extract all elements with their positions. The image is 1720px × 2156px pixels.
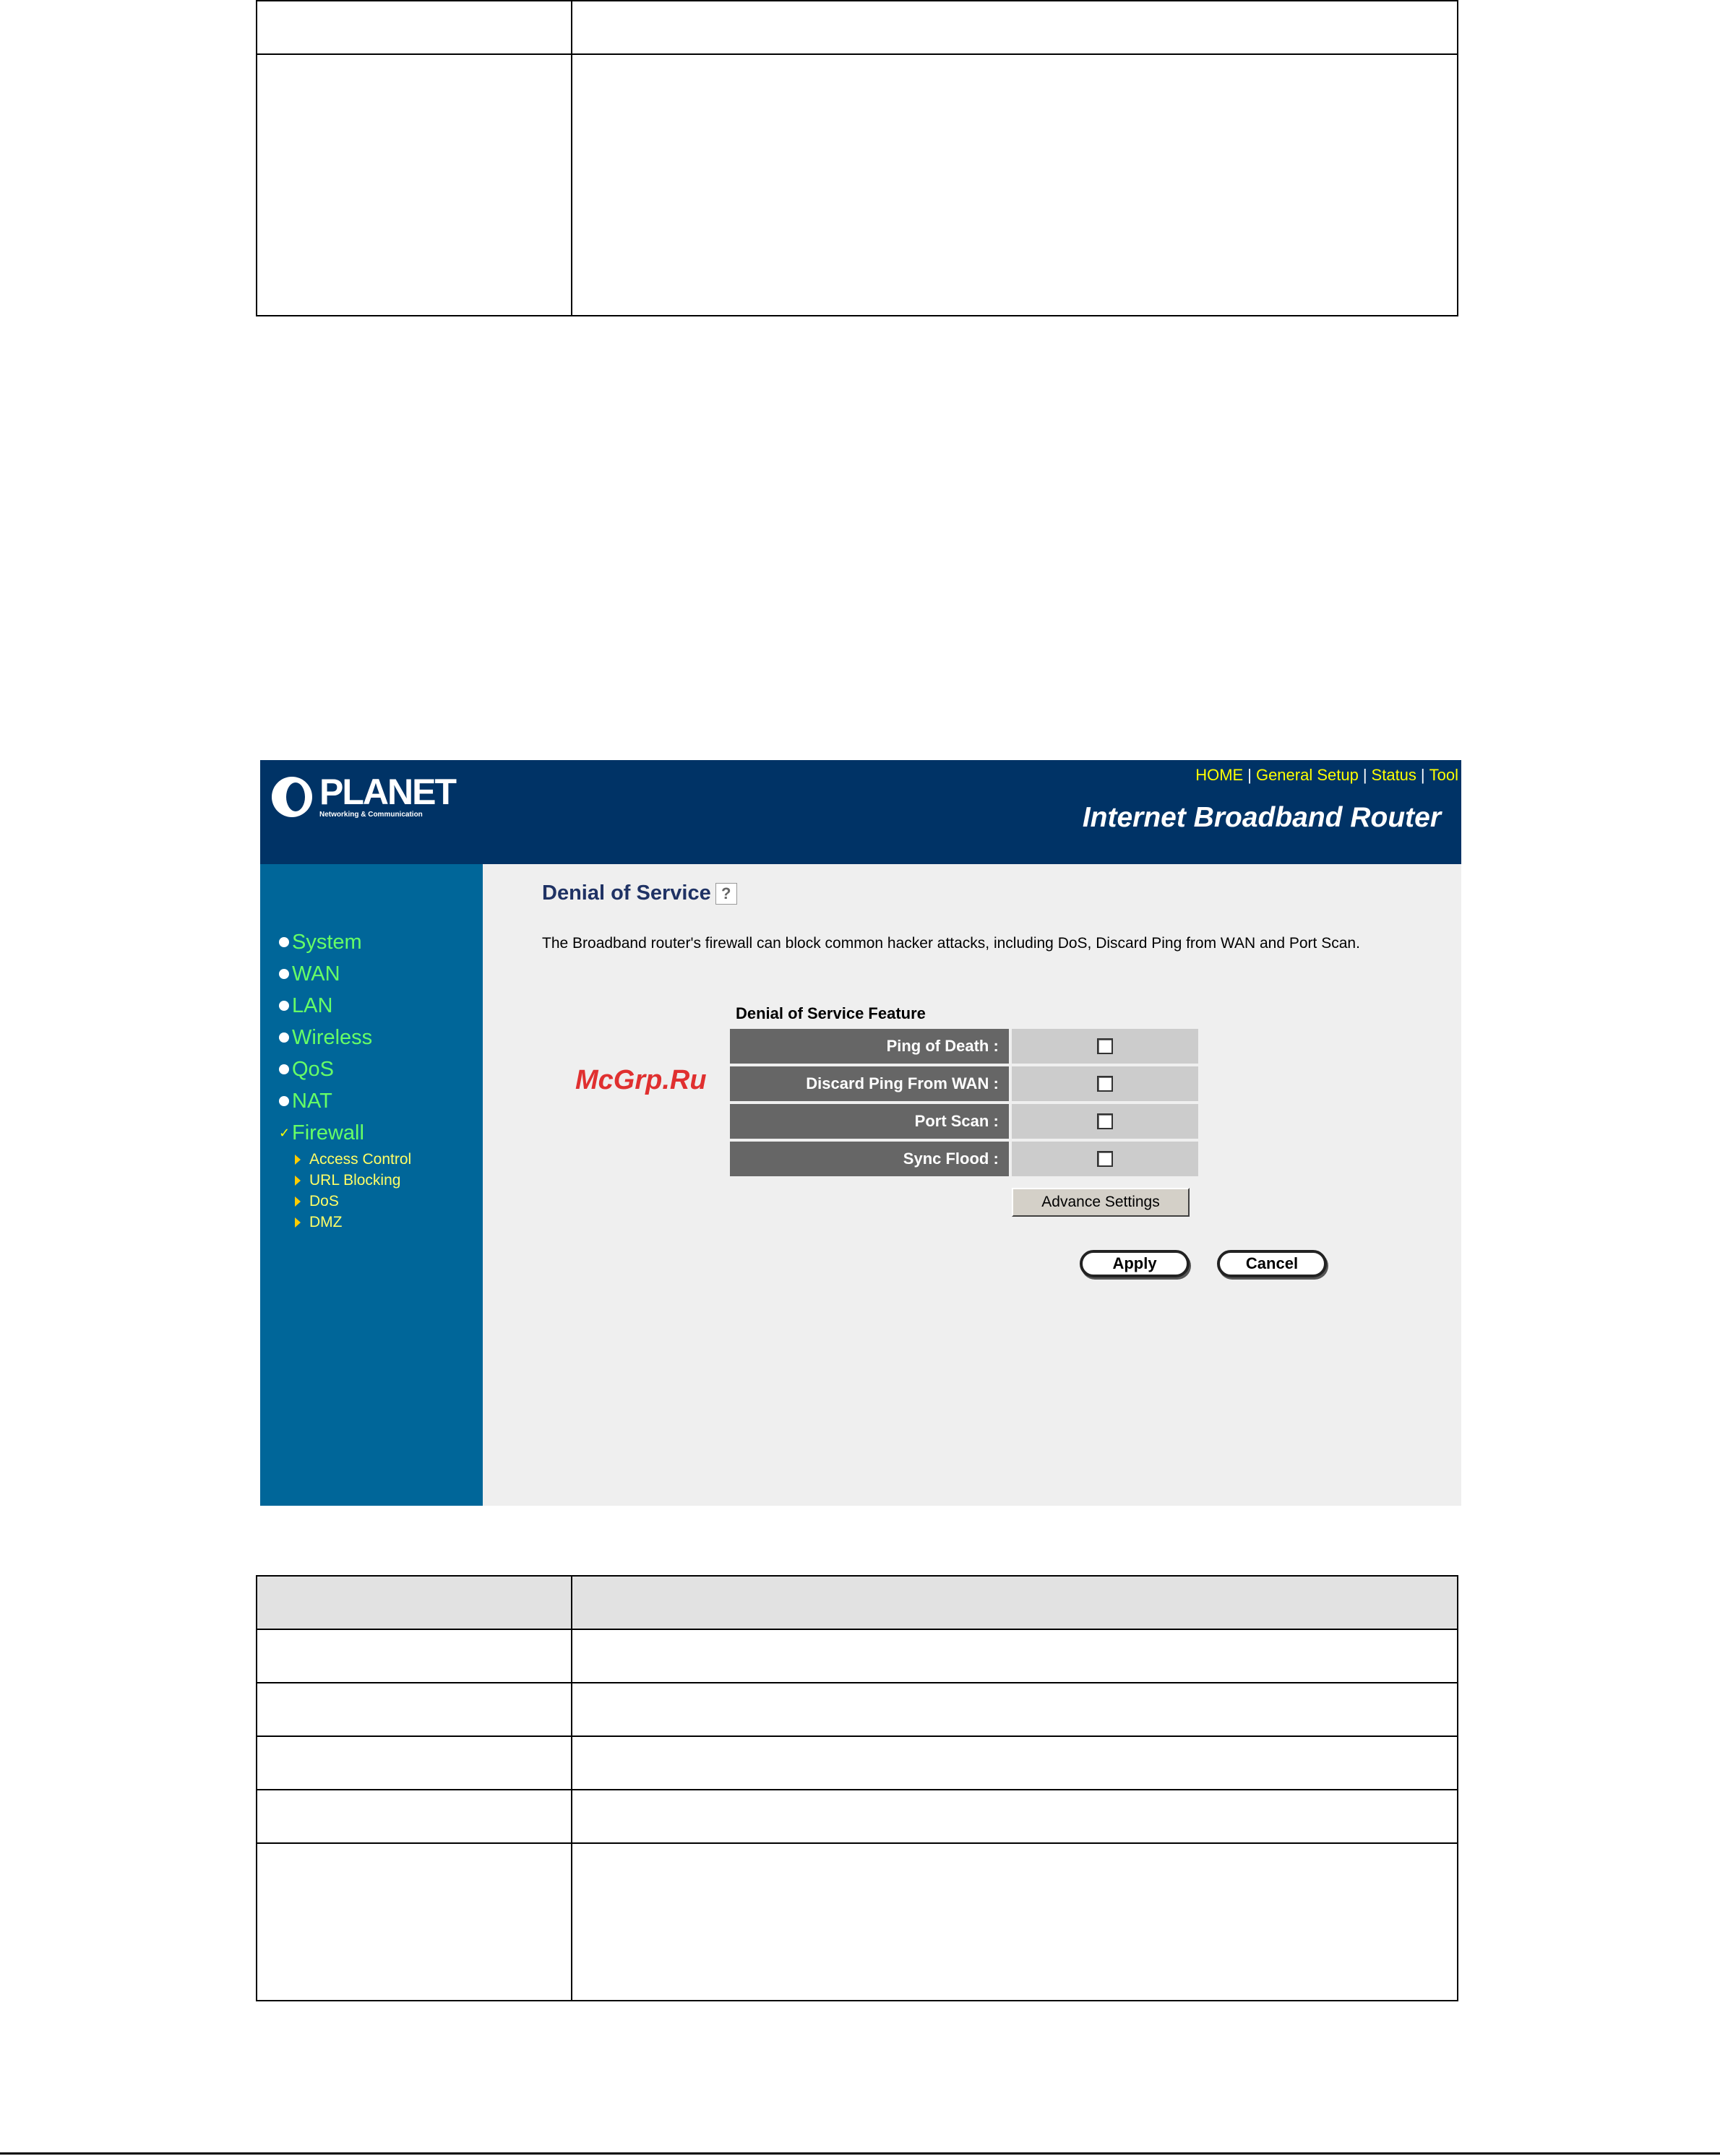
nav-status-link[interactable]: Status [1371, 766, 1416, 784]
header-bar [260, 760, 1461, 864]
brand-tagline: Networking & Communication [319, 811, 423, 819]
feature-section-title: Denial of Service Feature [736, 1004, 926, 1022]
ping-of-death-checkbox[interactable] [1097, 1038, 1113, 1054]
sidebar-item-wan[interactable]: WAN [279, 958, 411, 990]
submenu-item-dos[interactable]: DoS [295, 1191, 411, 1212]
sidebar-item-qos[interactable]: QoS [279, 1053, 411, 1085]
help-icon[interactable]: ? [715, 883, 737, 905]
checkmark-icon: ✓ [279, 1126, 291, 1140]
sidebar-item-lan[interactable]: LAN [279, 990, 411, 1022]
sidebar-item-system[interactable]: System [279, 926, 411, 958]
arrow-right-icon [295, 1155, 301, 1165]
arrow-right-icon [295, 1176, 301, 1186]
page-title: Denial of Service ? [542, 881, 737, 905]
product-title: Internet Broadband Router [1082, 802, 1441, 833]
advance-settings-button[interactable]: Advance Settings [1012, 1188, 1190, 1217]
main-content [483, 864, 1461, 1506]
feature-row-ping-of-death [730, 1029, 1198, 1064]
page-description: The Broadband router's firewall can block common hacker attacks, including DoS, Discard Ping from WAN and Port Scan. [542, 935, 1360, 952]
arrow-right-icon [295, 1217, 301, 1228]
bullet-icon [279, 1032, 289, 1043]
submenu-item-url-blocking[interactable]: URL Blocking [295, 1170, 411, 1191]
sidebar-item-nat[interactable]: NAT [279, 1085, 411, 1117]
cancel-button[interactable]: Cancel [1217, 1250, 1327, 1277]
feature-label: Discard Ping From WAN : [730, 1066, 1009, 1101]
sidebar-item-wireless[interactable]: Wireless [279, 1022, 411, 1053]
page-bottom-rule [0, 2152, 1720, 2155]
sidebar-item-firewall[interactable]: ✓ Firewall [279, 1121, 364, 1144]
sync-flood-checkbox[interactable] [1097, 1151, 1113, 1167]
nav-home-link[interactable]: HOME [1195, 766, 1244, 784]
feature-label: Sync Flood : [730, 1142, 1009, 1176]
bullet-icon [279, 937, 289, 947]
doc-table-bottom [256, 1575, 1458, 2001]
discard-ping-checkbox[interactable] [1097, 1076, 1113, 1092]
feature-table [730, 1026, 1198, 1179]
arrow-right-icon [295, 1196, 301, 1207]
submenu-item-dmz[interactable]: DMZ [295, 1212, 411, 1233]
doc-table-top [256, 0, 1458, 316]
nav-tool-link[interactable]: Tool [1429, 766, 1458, 784]
planet-logo-icon [272, 777, 312, 817]
bullet-icon [279, 1064, 289, 1074]
brand-name: PLANET [319, 772, 455, 812]
bullet-icon [279, 1096, 289, 1106]
planet-logo [272, 772, 455, 819]
feature-row-discard-ping [730, 1066, 1198, 1101]
feature-label: Port Scan : [730, 1104, 1009, 1139]
feature-row-sync-flood [730, 1142, 1198, 1176]
nav-general-setup-link[interactable]: General Setup [1255, 766, 1359, 784]
port-scan-checkbox[interactable] [1097, 1113, 1113, 1129]
sidebar [260, 864, 483, 1506]
submenu-item-access-control[interactable]: Access Control [295, 1149, 411, 1170]
feature-row-port-scan [730, 1104, 1198, 1139]
feature-label: Ping of Death : [730, 1029, 1009, 1064]
top-navigation: HOME | General Setup | Status | Tool [1195, 766, 1458, 784]
watermark: McGrp.Ru [575, 1065, 707, 1095]
apply-button[interactable]: Apply [1080, 1250, 1190, 1277]
bullet-icon [279, 969, 289, 979]
router-screenshot [260, 760, 1461, 1506]
bullet-icon [279, 1001, 289, 1011]
